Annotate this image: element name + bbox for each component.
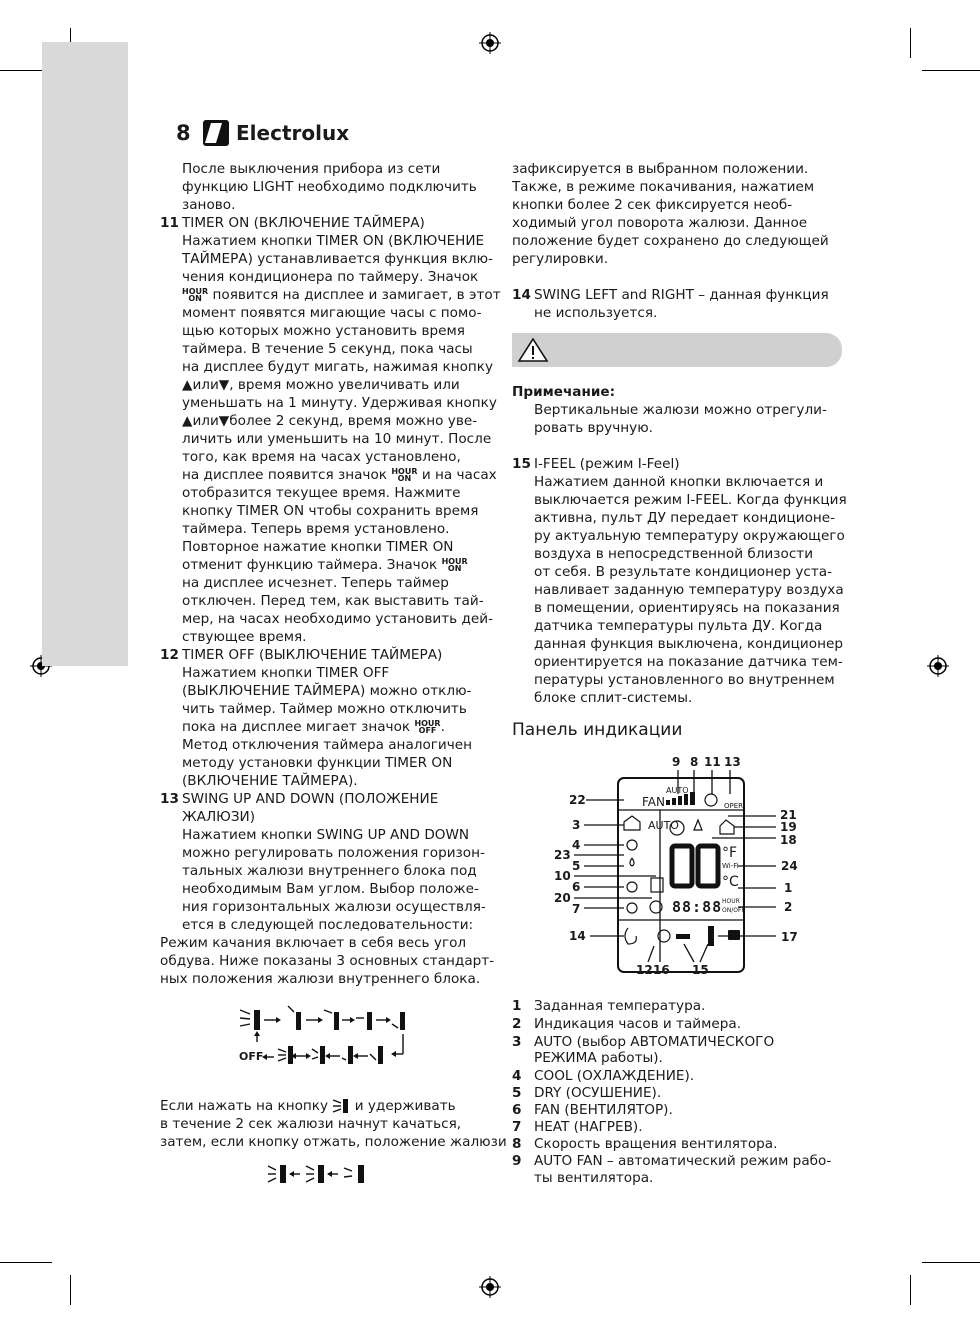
callout-label: 18 bbox=[780, 833, 797, 847]
legend-item: 4 COOL (ОХЛАЖДЕНИЕ). bbox=[512, 1068, 695, 1084]
item-13-line: Нажатием кнопки SWING UP AND DOWN bbox=[182, 827, 470, 843]
item-12-line: (ВКЛЮЧЕНИЕ ТАЙМЕРА). bbox=[182, 773, 358, 789]
continued-line: зафиксируется в выбранном положении. bbox=[512, 161, 809, 177]
lcd-hour-label: HOUR bbox=[722, 898, 740, 905]
item-title: SWING UP AND DOWN (ПОЛОЖЕНИЕ bbox=[182, 791, 439, 807]
callout-label: 14 bbox=[569, 929, 586, 943]
callout-label: 16 bbox=[653, 963, 670, 977]
continued-line: ходимый угол поворота жалюзи. Данное bbox=[512, 215, 808, 231]
item-11-line: того, как время на часах установлено, bbox=[182, 449, 461, 465]
item-11-line: личить или уменьшить на 10 минут. После bbox=[182, 431, 492, 447]
item-number: 15 bbox=[512, 456, 531, 472]
item-11-line: чения кондиционера по таймеру. Значок bbox=[182, 269, 479, 285]
item-15-title: 15 I-FEEL (режим I-Feel) bbox=[512, 456, 680, 472]
callout-label: 4 bbox=[572, 838, 581, 852]
continued-line: положение будет сохранено до следующей bbox=[512, 233, 829, 249]
item-11-line: таймера. В течение 5 секунд, пока часы bbox=[182, 341, 473, 357]
registration-mark-icon bbox=[479, 1276, 501, 1298]
intro-line: После выключения прибора из сети bbox=[182, 161, 441, 177]
callout-label: 7 bbox=[572, 902, 581, 916]
legend-item: 3 AUTO (выбор АВТОМАТИЧЕСКОГО bbox=[512, 1034, 775, 1050]
brand-name: Electrolux bbox=[236, 121, 350, 145]
callout-label: 6 bbox=[572, 880, 581, 894]
item-12-line: Нажатием кнопки TIMER OFF bbox=[182, 665, 390, 681]
callout-label: 9 bbox=[672, 755, 681, 769]
item-12-line: пока на дисплее мигает значок HOUR OFF . bbox=[182, 719, 445, 735]
item-12-title bbox=[160, 646, 443, 664]
note-title: Примечание: bbox=[512, 384, 616, 400]
item-15-line: Нажатием данной кнопки включается и bbox=[534, 474, 824, 490]
callout-label: 5 bbox=[572, 859, 581, 873]
lcd-wifi: Wi-Fi bbox=[722, 862, 739, 870]
legend-item: ты вентилятора. bbox=[534, 1170, 654, 1186]
continued-line: Также, в режиме покачивания, нажатием bbox=[512, 179, 815, 195]
item-14-line: 14 SWING LEFT and RIGHT – данная функция bbox=[512, 287, 829, 303]
legend-item: РЕЖИМА работы). bbox=[534, 1050, 663, 1066]
item-15-line: блоке сплит-системы. bbox=[534, 690, 693, 706]
item-12-line: Метод отключения таймера аналогичен bbox=[182, 737, 473, 753]
item-15-line: ориентируется на показание датчика тем- bbox=[534, 654, 843, 670]
lcd-deg-c: °C bbox=[722, 874, 739, 890]
legend-item: 1 Заданная температура. bbox=[512, 998, 706, 1014]
warning-bar bbox=[512, 333, 842, 367]
crop-mark bbox=[922, 70, 980, 71]
item-13-line: тальных жалюзи внутреннего блока под bbox=[182, 863, 477, 879]
section-title: Панель индикации bbox=[512, 720, 683, 740]
lcd-clock: 88:88 bbox=[672, 898, 723, 916]
crop-mark bbox=[0, 1262, 52, 1263]
legend-item: 5 DRY (ОСУШЕНИЕ). bbox=[512, 1085, 662, 1101]
item-11-line: таймера. Теперь время установлено. bbox=[182, 521, 450, 537]
crop-mark bbox=[910, 1275, 911, 1305]
item-11-line: ТАЙМЕРА) устанавливается функция вклю- bbox=[182, 251, 493, 267]
item-number: 11 bbox=[160, 215, 179, 231]
callout-label: 8 bbox=[690, 755, 699, 769]
legend-item: 7 HEAT (НАГРЕВ). bbox=[512, 1119, 643, 1135]
crop-mark bbox=[910, 28, 911, 58]
legend-item: 9 AUTO FAN – автоматический режим рабо- bbox=[512, 1153, 832, 1169]
side-tab bbox=[42, 42, 128, 666]
callout-label: 24 bbox=[781, 859, 798, 873]
callout-label: 2 bbox=[784, 900, 793, 914]
item-11-line: на дисплее исчезнет. Теперь таймер bbox=[182, 575, 449, 591]
lcd-auto-small-label: AUTO bbox=[666, 786, 689, 795]
item-number: 12 bbox=[160, 647, 179, 663]
lcd-deg-f: °F bbox=[722, 845, 738, 861]
lcd-onoff-label: ON/OFF bbox=[722, 907, 745, 914]
item-15-line: датчика температуры пульта ДУ. Когда bbox=[534, 618, 823, 634]
swing-fix-diagram bbox=[266, 1162, 376, 1186]
electrolux-logo-icon bbox=[202, 119, 230, 147]
callout-label: 23 bbox=[554, 848, 571, 862]
callout-label: 11 bbox=[704, 755, 721, 769]
item-13-line: можно регулировать положения горизон- bbox=[182, 845, 485, 861]
crop-mark bbox=[70, 1275, 71, 1305]
callout-label: 3 bbox=[572, 818, 581, 832]
item-12-line: (ВЫКЛЮЧЕНИЕ ТАЙМЕРА) можно отклю- bbox=[182, 683, 472, 699]
off-label: OFF bbox=[239, 1050, 264, 1063]
item-15-line: воздуха в непосредственной близости bbox=[534, 546, 814, 562]
item-title: TIMER ON (ВКЛЮЧЕНИЕ ТАЙМЕРА) bbox=[182, 215, 425, 231]
item-13-title bbox=[160, 790, 439, 808]
hour-off-icon: HOUR OFF bbox=[414, 719, 441, 735]
item-15-line: ру актуальную температуру окружающего bbox=[534, 528, 845, 544]
lcd-fan-label: FAN bbox=[642, 795, 665, 809]
note-line: Вертикальные жалюзи можно отрегули- bbox=[534, 402, 827, 418]
item-11-line: отобразится текущее время. Нажмите bbox=[182, 485, 461, 501]
item-13-title-cont: ЖАЛЮЗИ) bbox=[182, 809, 256, 825]
warning-icon bbox=[517, 337, 549, 363]
item-11-line: на дисплее появится значок HOUR ON и на часах bbox=[182, 467, 497, 483]
hour-on-icon: HOUR ON bbox=[391, 467, 418, 483]
item-number: 14 bbox=[512, 287, 531, 303]
legend-item: 2 Индикация часов и таймера. bbox=[512, 1016, 742, 1032]
lcd-oper-label: OPER bbox=[724, 802, 744, 810]
lcd-digits bbox=[671, 842, 729, 891]
item-title: TIMER OFF (ВЫКЛЮЧЕНИЕ ТАЙМЕРА) bbox=[182, 647, 443, 663]
swing-text-line: Режим качания включает в себя весь угол bbox=[160, 935, 467, 951]
hour-on-icon: HOUR ON bbox=[441, 557, 468, 573]
item-11-line: момент появятся мигающие часы с помо- bbox=[182, 305, 482, 321]
item-15-line: выключается режим I-FEEL. Когда функция bbox=[534, 492, 847, 508]
legend-item: 8 Скорость вращения вентилятора. bbox=[512, 1136, 778, 1152]
registration-mark-icon bbox=[479, 32, 501, 54]
callout-label: 22 bbox=[569, 793, 586, 807]
callout-label: 12 bbox=[636, 963, 653, 977]
item-15-line: данная функция выключена, кондиционер bbox=[534, 636, 843, 652]
note-line: ровать вручную. bbox=[534, 420, 653, 436]
swing-button-icon bbox=[332, 1098, 350, 1114]
continued-line: регулировки. bbox=[512, 251, 609, 267]
legend-item: 6 FAN (ВЕНТИЛЯТОР). bbox=[512, 1102, 673, 1118]
page-number: 8 bbox=[176, 121, 191, 145]
item-11-line: ▲или▼, время можно увеличивать или bbox=[182, 377, 460, 393]
item-11-line: на дисплее будут мигать, нажимая кнопку bbox=[182, 359, 494, 375]
item-11-line: щью которых можно установить время bbox=[182, 323, 465, 339]
item-12-line: методу установки функции TIMER ON bbox=[182, 755, 453, 771]
swing-text-line: обдува. Ниже показаны 3 основных стандарт- bbox=[160, 953, 495, 969]
item-11-title bbox=[160, 214, 425, 232]
hold-text-line: затем, если кнопку отжать, положение жалюзи bbox=[160, 1134, 507, 1150]
callout-label: 21 bbox=[780, 808, 797, 822]
hold-text-line: в течение 2 сек жалюзи начнут качаться, bbox=[160, 1116, 462, 1132]
hour-on-icon: HOUR ON bbox=[182, 287, 209, 303]
callout-label: 17 bbox=[781, 930, 798, 944]
registration-mark-icon bbox=[927, 655, 949, 677]
item-11-line: уменьшать на 1 минуту. Удерживая кнопку bbox=[182, 395, 497, 411]
item-14-line: не используется. bbox=[534, 305, 658, 321]
callout-label: 1 bbox=[784, 881, 793, 895]
item-15-line: от себя. В результате кондиционер уста- bbox=[534, 564, 832, 580]
item-number: 13 bbox=[160, 791, 179, 807]
intro-line: заново. bbox=[182, 197, 236, 213]
item-15-line: навливает заданную температуру воздуха bbox=[534, 582, 844, 598]
continued-line: кнопки более 2 сек фиксируется необ- bbox=[512, 197, 793, 213]
lcd-auto-label: AUTO bbox=[648, 819, 679, 832]
item-11-line: ▲или▼более 2 секунд, время можно уве- bbox=[182, 413, 478, 429]
item-12-line: чить таймер. Таймер можно отключить bbox=[182, 701, 467, 717]
item-11-line: кнопку TIMER ON чтобы сохранить время bbox=[182, 503, 479, 519]
item-13-line: ния горизонтальных жалюзи осуществля- bbox=[182, 899, 486, 915]
item-15-line: в помещении, ориентируясь на показания bbox=[534, 600, 840, 616]
item-11-line: HOUR ON появится на дисплее и замигает, в этот bbox=[182, 287, 501, 303]
item-11-line: мер, на часах необходимо установить дей- bbox=[182, 611, 493, 627]
item-11-line: ствующее время. bbox=[182, 629, 307, 645]
callout-label: 15 bbox=[692, 963, 709, 977]
item-13-line: необходимым Вам углом. Выбор положе- bbox=[182, 881, 479, 897]
callout-label: 19 bbox=[780, 820, 797, 834]
callout-label: 13 bbox=[724, 755, 741, 769]
callout-label: 20 bbox=[554, 891, 571, 905]
intro-line: функцию LIGHT необходимо подключить bbox=[182, 179, 477, 195]
item-11-line: Повторное нажатие кнопки TIMER ON bbox=[182, 539, 454, 555]
hold-text-line: Если нажать на кнопку и удерживать bbox=[160, 1098, 456, 1114]
callout-label: 10 bbox=[554, 869, 571, 883]
swing-text-line: ных положения жалюзи внутреннего блока. bbox=[160, 971, 481, 987]
item-11-line: отключен. Перед тем, как выставить тай- bbox=[182, 593, 484, 609]
item-15-line: активна, пульт ДУ передает кондиционе- bbox=[534, 510, 836, 526]
item-11-line: отменит функцию таймера. Значок HOUR ON bbox=[182, 557, 468, 573]
item-15-line: пературы установленного во внутреннем bbox=[534, 672, 835, 688]
crop-mark bbox=[922, 1262, 980, 1263]
item-11-line: Нажатием кнопки TIMER ON (ВКЛЮЧЕНИЕ bbox=[182, 233, 485, 249]
item-13-line: ется в следующей последовательности: bbox=[182, 917, 474, 933]
